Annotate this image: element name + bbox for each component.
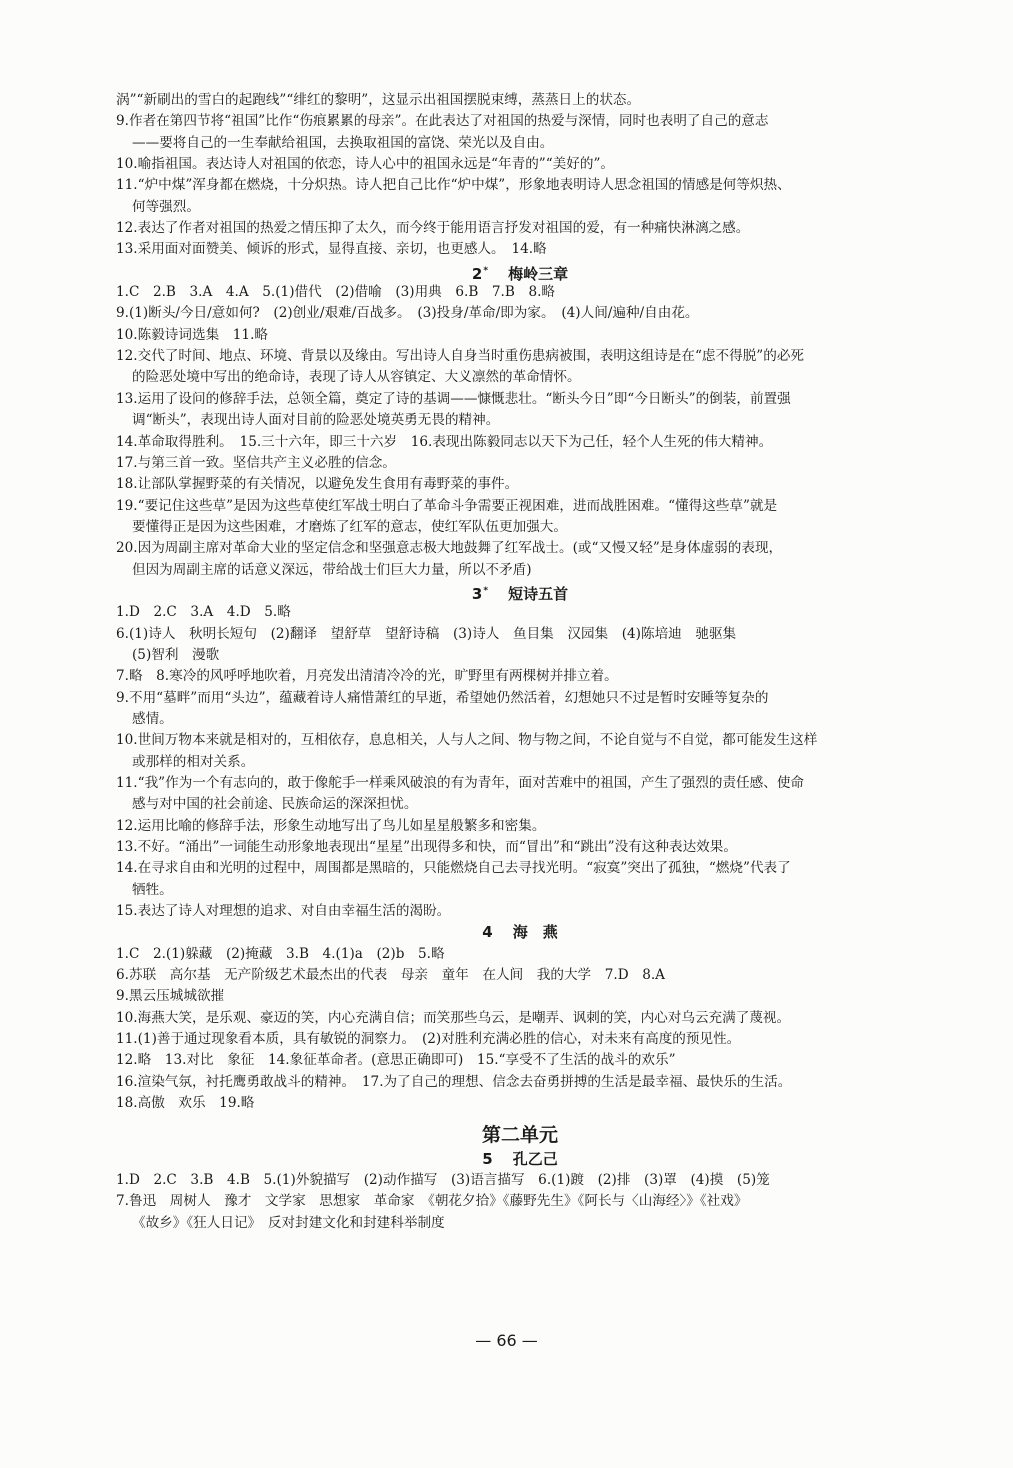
section-number: 4: [482, 923, 493, 942]
answer-line: 13.运用了设问的修辞手法，总领全篇，奠定了诗的基调——慷慨悲壮。“断头今日”即“今日断头”的倒装，前置强: [116, 390, 791, 407]
unit-title: 第二单元: [481, 1123, 558, 1146]
answer-line: 9.作者在第四节将“祖国”比作“伤痕累累的母亲”。在此表达了对祖国的热爱与深情，同时也表明了自己的意志: [116, 113, 769, 130]
answer-line: 17.与第三首一致。坚信共产主义必胜的信念。: [116, 454, 396, 471]
answer-line: 何等强烈。: [132, 198, 200, 215]
answer-line: 要懂得正是因为这些困难，才磨炼了红军的意志，使红军队伍更加强大。: [132, 518, 567, 535]
answer-line: 的险恶处境中写出的绝命诗，表现了诗人从容镇定、大义凛然的革命情怀。: [132, 369, 581, 386]
section-title-4: [116, 922, 924, 943]
answer-line: 14.在寻求自由和光明的过程中，周围都是黑暗的，只能燃烧自己去寻找光明。“寂寞”突出了孤独，“燃烧”代表了: [116, 860, 791, 877]
section-name: 梅岭三章: [508, 264, 569, 283]
answer-line: 19.“要记住这些草”是因为这些草使红军战士明白了革命斗争需要正视困难，进而战胜困难。“懂得这些草”就是: [116, 497, 778, 514]
section-title-3: [116, 581, 924, 602]
answer-line: 7.略 8.寒冷的风呼呼地吹着，月亮发出清清冷冷的光，旷野里有两棵树并排立着。: [116, 668, 618, 685]
answer-line: 1.D 2.C 3.A 4.D 5.略: [116, 604, 291, 621]
answer-line: 牺牲。: [132, 881, 173, 898]
answer-line: 10.陈毅诗词选集 11.略: [116, 326, 268, 343]
section-number: 5: [482, 1149, 493, 1168]
answer-line: 15.表达了诗人对理想的追求、对自由幸福生活的渴盼。: [116, 903, 451, 920]
answer-line: 10.世间万物本来就是相对的，互相依存，息息相关，人与人之间、物与物之间，不论自觉与不自觉，都可能发生这样: [116, 732, 818, 749]
section-title-2: [116, 261, 924, 282]
answer-line: 18.高傲 欢乐 19.略: [116, 1095, 255, 1112]
answer-line: 11.“炉中煤”浑身都在燃烧，十分炽热。诗人把自己比作“炉中煤”，形象地表明诗人思念祖国的情感是何等炽热、: [116, 177, 791, 194]
section-name: 短诗五首: [508, 584, 569, 603]
answer-line: (5)智利 漫歌: [132, 646, 220, 663]
answer-line: 但因为周副主席的话意义深远，带给战士们巨大力量，所以不矛盾): [132, 561, 532, 578]
answer-line: 14.革命取得胜利。 15.三十六年，即三十六岁 16.表现出陈毅同志以天下为己任，轻个人生死的伟大精神。: [116, 433, 773, 450]
answer-line: 10.海燕大笑，是乐观、豪迈的笑，内心充满自信；而笑那些乌云，是嘲弄、讽刺的笑，内心对乌云充满了蔑视。: [116, 1009, 791, 1026]
answer-line: 6.(1)诗人 秋明长短句 (2)翻译 望舒草 望舒诗稿 (3)诗人 鱼目集 汉园集 (4)陈培迪 驰驱集: [116, 625, 737, 642]
answer-line: 1.C 2.(1)躲藏 (2)掩藏 3.B 4.(1)a (2)b 5.略: [116, 945, 445, 962]
answer-line: 6.苏联 高尔基 无产阶级艺术最杰出的代表 母亲 童年 在人间 我的大学 7.D 8.A: [116, 967, 665, 984]
answer-line: 13.采用面对面赞美、倾诉的形式，显得直接、亲切，也更感人。 14.略: [116, 241, 547, 258]
answer-line: 感与对中国的社会前途、民族命运的深深担忧。: [132, 796, 418, 813]
section-number: 3: [471, 584, 483, 603]
answer-line: 12.运用比喻的修辞手法，形象生动地写出了鸟儿如星星般繁多和密集。: [116, 817, 546, 834]
answer-content: [116, 90, 924, 1234]
answer-line: 11.(1)善于通过现象看本质，具有敏锐的洞察力。 (2)对胜利充满必胜的信心，对未来有高度的预见性。: [116, 1031, 741, 1048]
answer-line: ——要将自己的一生奉献给祖国，去换取祖国的富饶、荣光以及自由。: [132, 134, 554, 151]
answer-line: 12.交代了时间、地点、环境、背景以及缘由。写出诗人自身当时重伤患病被围，表明这组诗是在“虑不得脱”的必死: [116, 348, 805, 365]
answer-line: 20.因为周副主席对革命大业的坚定信念和坚强意志极大地鼓舞了红军战士。(或“又慢又轻”是身体虚弱的表现，: [116, 540, 783, 557]
answer-line: 涡”“新刷出的雪白的起跑线”“绯红的黎明”，这显示出祖国摆脱束缚，蒸蒸日上的状态。: [116, 92, 641, 108]
section-number: 2: [471, 264, 483, 283]
answer-line: 1.C 2.B 3.A 4.A 5.(1)借代 (2)借喻 (3)用典 6.B 7.B 8.略: [116, 284, 556, 301]
answer-line: 1.D 2.C 3.B 4.B 5.(1)外貌描写 (2)动作描写 (3)语言描写 6.(1)踱 (2)排 (3)罩 (4)摸 (5)笼: [116, 1171, 770, 1188]
section-star: *: [483, 585, 489, 596]
answer-line: 12.略 13.对比 象征 14.象征革命者。(意思正确即可) 15.“享受不了生活的战斗的欢乐”: [116, 1052, 676, 1069]
section-star: *: [483, 265, 489, 276]
answer-line: 9.(1)断头/今日/意如何? (2)创业/艰难/百战多。 (3)投身/革命/即为家。 (4)人间/遍种/自由花。: [116, 305, 699, 322]
section-name: 孔乙己: [512, 1149, 558, 1168]
answer-line: 12.表达了作者对祖国的热爱之情压抑了太久，而今终于能用语言抒发对祖国的爱，有一种痛快淋漓之感。: [116, 220, 750, 237]
answer-line: 9.黑云压城城欲摧: [116, 988, 225, 1005]
answer-line: 10.喻指祖国。表达诗人对祖国的依恋，诗人心中的祖国永远是“年青的”“美好的”。: [116, 156, 615, 173]
section-name: 海 燕: [512, 923, 558, 942]
section-title-5: [116, 1149, 924, 1170]
answer-line: 感情。: [132, 710, 173, 727]
answer-line: 13.不好。“涌出”一词能生动形象地表现出“星星”出现得多和快，而“冒出”和“跳出”没有这种表达效果。: [116, 839, 737, 856]
answer-line: 7.鲁迅 周树人 豫才 文学家 思想家 革命家 《朝花夕拾》《藤野先生》《阿长与〈山海经〉》《社戏》: [116, 1193, 748, 1210]
answer-line: 16.渲染气氛，衬托鹰勇敢战斗的精神。 17.为了自己的理想、信念去奋勇拼搏的生活是最幸福、最快乐的生活。: [116, 1073, 792, 1090]
answer-line: 《故乡》《狂人日记》 反对封建文化和封建科举制度: [132, 1214, 445, 1231]
answer-line: 18.让部队掌握野菜的有关情况，以避免发生食用有毒野菜的事件。: [116, 476, 519, 493]
page-number: — 66 —: [475, 1331, 538, 1350]
answer-line: 调“断头”，表现出诗人面对目前的险恶处境英勇无畏的精神。: [132, 412, 500, 429]
answer-line: 11.“我”作为一个有志向的，敢于像舵手一样乘风破浪的有为青年，面对苦难中的祖国，产生了强烈的责任感、使命: [116, 775, 805, 791]
answer-line: 9.不用“墓畔”而用“头边”，蕴藏着诗人痛惜萧红的早逝，希望她仍然活着，幻想她只不过是暂时安睡等复杂的: [116, 689, 769, 706]
answer-line: 或那样的相对关系。: [132, 753, 255, 770]
